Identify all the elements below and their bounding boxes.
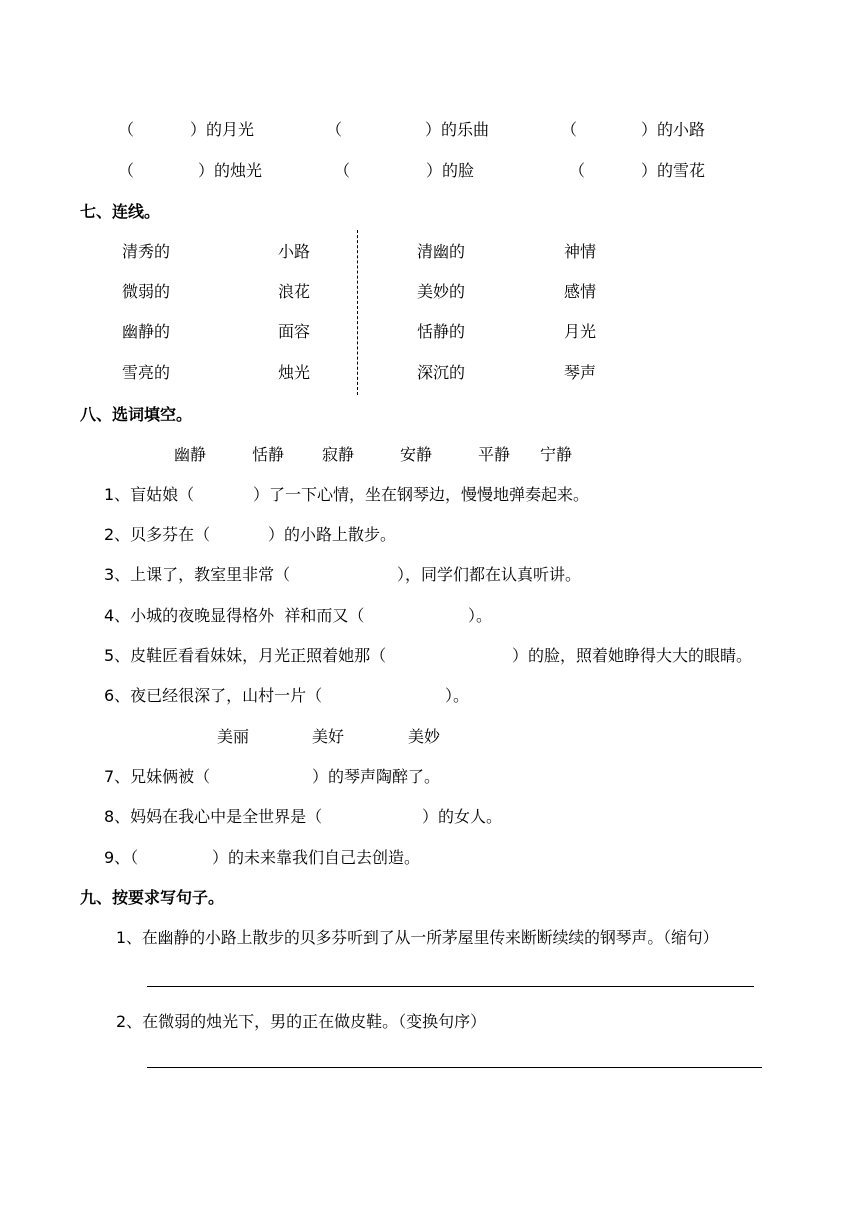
phrase-suffix: ）的小路	[641, 120, 706, 139]
match-right-target: 感情	[564, 282, 597, 301]
word-bank-item: 安静	[400, 445, 433, 464]
question-4-suffix: ）。	[468, 606, 493, 625]
match-left-word: 雪亮的	[122, 363, 171, 382]
match-right-word: 清幽的	[417, 242, 466, 261]
word-bank-item: 恬静	[252, 445, 285, 464]
word-bank-item: 平静	[478, 445, 511, 464]
match-left-word: 清秀的	[122, 242, 171, 261]
word-bank-item: 幽静	[174, 445, 207, 464]
phrase-suffix: ）的脸	[426, 161, 475, 180]
word-bank-item: 美丽	[217, 727, 250, 746]
sentence-1: 1、在幽静的小路上散步的贝多芬听到了从一所茅屋里传来断断续续的钢琴声。（缩句）	[116, 928, 719, 947]
question-7-suffix: ）的琴声陶醉了。	[312, 767, 441, 786]
match-left-target: 小路	[278, 242, 311, 261]
question-5-suffix: ）的脸，照着她睁得大大的眼睛。	[512, 646, 753, 665]
question-1-suffix: ）了一下心情，坐在钢琴边，慢慢地弹奏起来。	[253, 485, 590, 504]
match-left-target: 浪花	[278, 282, 311, 301]
match-right-word: 恬静的	[417, 322, 466, 341]
paren-open: （	[334, 161, 351, 180]
answer-line-1[interactable]	[147, 986, 754, 987]
paren-open: （	[569, 161, 586, 180]
word-bank-item: 宁静	[540, 445, 573, 464]
word-bank-item: 美妙	[408, 727, 441, 746]
question-9-prefix: 9、（	[104, 848, 139, 867]
question-9-suffix: ）的未来靠我们自己去创造。	[212, 848, 421, 867]
paren-open: （	[561, 120, 578, 139]
phrase-suffix: ）的雪花	[641, 161, 706, 180]
match-right-word: 深沉的	[417, 363, 466, 382]
match-left-word: 幽静的	[122, 322, 171, 341]
sentence-2: 2、在微弱的烛光下，男的正在做皮鞋。（变换句序）	[116, 1012, 487, 1031]
section-7-title: 七、连线。	[80, 202, 161, 221]
question-6-prefix: 6、夜已经很深了，山村一片（	[104, 686, 323, 705]
phrase-suffix: ）的烛光	[198, 161, 263, 180]
question-3-prefix: 3、上课了，教室里非常（	[104, 565, 291, 584]
question-2-prefix: 2、贝多芬在（	[104, 525, 211, 544]
paren-open: （	[118, 120, 135, 139]
paren-open: （	[118, 161, 135, 180]
match-right-target: 琴声	[564, 363, 597, 382]
paren-open: （	[326, 120, 343, 139]
question-2-suffix: ）的小路上散步。	[268, 525, 397, 544]
question-8-prefix: 8、妈妈在我心中是全世界是（	[104, 807, 323, 826]
question-8-suffix: ）的女人。	[422, 807, 503, 826]
phrase-suffix: ）的月光	[190, 120, 255, 139]
question-7-prefix: 7、兄妹俩被（	[104, 767, 211, 786]
match-right-word: 美妙的	[417, 282, 466, 301]
question-1-prefix: 1、盲姑娘（	[104, 485, 195, 504]
match-right-target: 神情	[564, 242, 597, 261]
match-left-target: 面容	[278, 322, 311, 341]
question-6-suffix: ）。	[445, 686, 470, 705]
match-right-target: 月光	[564, 322, 597, 341]
answer-line-2[interactable]	[147, 1067, 762, 1068]
question-3-suffix: ），同学们都在认真听讲。	[397, 565, 582, 584]
section-9-title: 九、按要求写句子。	[80, 888, 225, 907]
column-divider	[357, 230, 358, 395]
phrase-suffix: ）的乐曲	[425, 120, 490, 139]
section-8-title: 八、选词填空。	[80, 405, 193, 424]
question-5-prefix: 5、皮鞋匠看看妹妹，月光正照着她那（	[104, 646, 387, 665]
word-bank-item: 美好	[312, 727, 345, 746]
match-left-word: 微弱的	[122, 282, 171, 301]
question-4-prefix: 4、小城的夜晚显得格外 祥和而又（	[104, 606, 365, 625]
match-left-target: 烛光	[278, 363, 311, 382]
word-bank-item: 寂静	[322, 445, 355, 464]
